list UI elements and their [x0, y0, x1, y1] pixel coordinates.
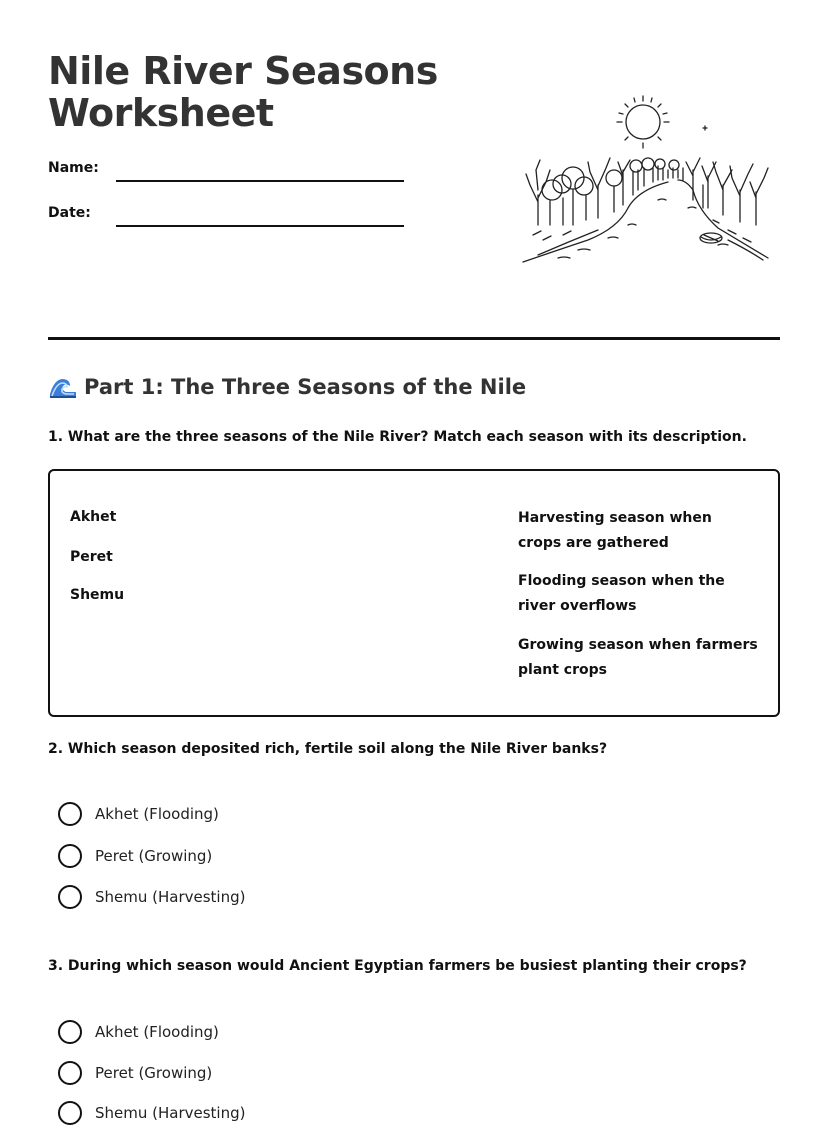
worksheet-title	[48, 50, 438, 134]
description-growing[interactable]: Growing season when farmers plant crops	[518, 637, 758, 678]
option-label: Peret (Growing)	[95, 847, 213, 865]
description-flooding[interactable]: Flooding season when the river overflows	[518, 573, 725, 614]
water-wave-icon	[48, 374, 78, 400]
q3-option-akhet[interactable]	[58, 1020, 219, 1044]
question-1: 1. What are the three seasons of the Nile River? Match each season with its description.	[48, 429, 747, 445]
name-label: Name:	[48, 160, 99, 176]
option-label: Shemu (Harvesting)	[95, 888, 246, 906]
q3-option-shemu[interactable]	[58, 1101, 245, 1125]
radio-button[interactable]	[58, 885, 82, 909]
question-3: 3. During which season would Ancient Egyptian farmers be busiest planting their crops?	[48, 958, 747, 974]
section-divider	[48, 337, 780, 340]
term-shemu[interactable]: Shemu	[70, 587, 125, 603]
radio-button[interactable]	[58, 1101, 82, 1125]
radio-button[interactable]	[58, 844, 82, 868]
matching-box	[48, 469, 780, 717]
radio-button[interactable]	[58, 802, 82, 826]
term-peret[interactable]: Peret	[70, 549, 113, 565]
name-field[interactable]	[116, 180, 404, 182]
radio-button[interactable]	[58, 1020, 82, 1044]
sun-icon	[617, 96, 669, 148]
q2-option-akhet[interactable]	[58, 802, 219, 826]
option-label: Peret (Growing)	[95, 1064, 213, 1082]
date-label: Date:	[48, 205, 91, 221]
boat-icon	[700, 233, 722, 243]
date-field[interactable]	[116, 225, 404, 227]
option-label: Shemu (Harvesting)	[95, 1104, 246, 1122]
description-harvesting[interactable]: Harvesting season when crops are gathered	[518, 510, 712, 551]
part1-heading	[48, 374, 526, 400]
option-label: Akhet (Flooding)	[95, 1023, 219, 1041]
part1-heading-text: Part 1: The Three Seasons of the Nile	[84, 375, 527, 399]
nile-landscape-illustration	[518, 90, 774, 270]
title-line-1: Nile River Seasons	[48, 49, 438, 93]
q2-option-peret[interactable]	[58, 844, 212, 868]
question-2: 2. Which season deposited rich, fertile soil along the Nile River banks?	[48, 741, 608, 757]
q2-option-shemu[interactable]	[58, 885, 245, 909]
title-line-2: Worksheet	[48, 91, 274, 135]
option-label: Akhet (Flooding)	[95, 805, 219, 823]
q3-option-peret[interactable]	[58, 1061, 212, 1085]
term-akhet[interactable]: Akhet	[70, 509, 117, 525]
radio-button[interactable]	[58, 1061, 82, 1085]
